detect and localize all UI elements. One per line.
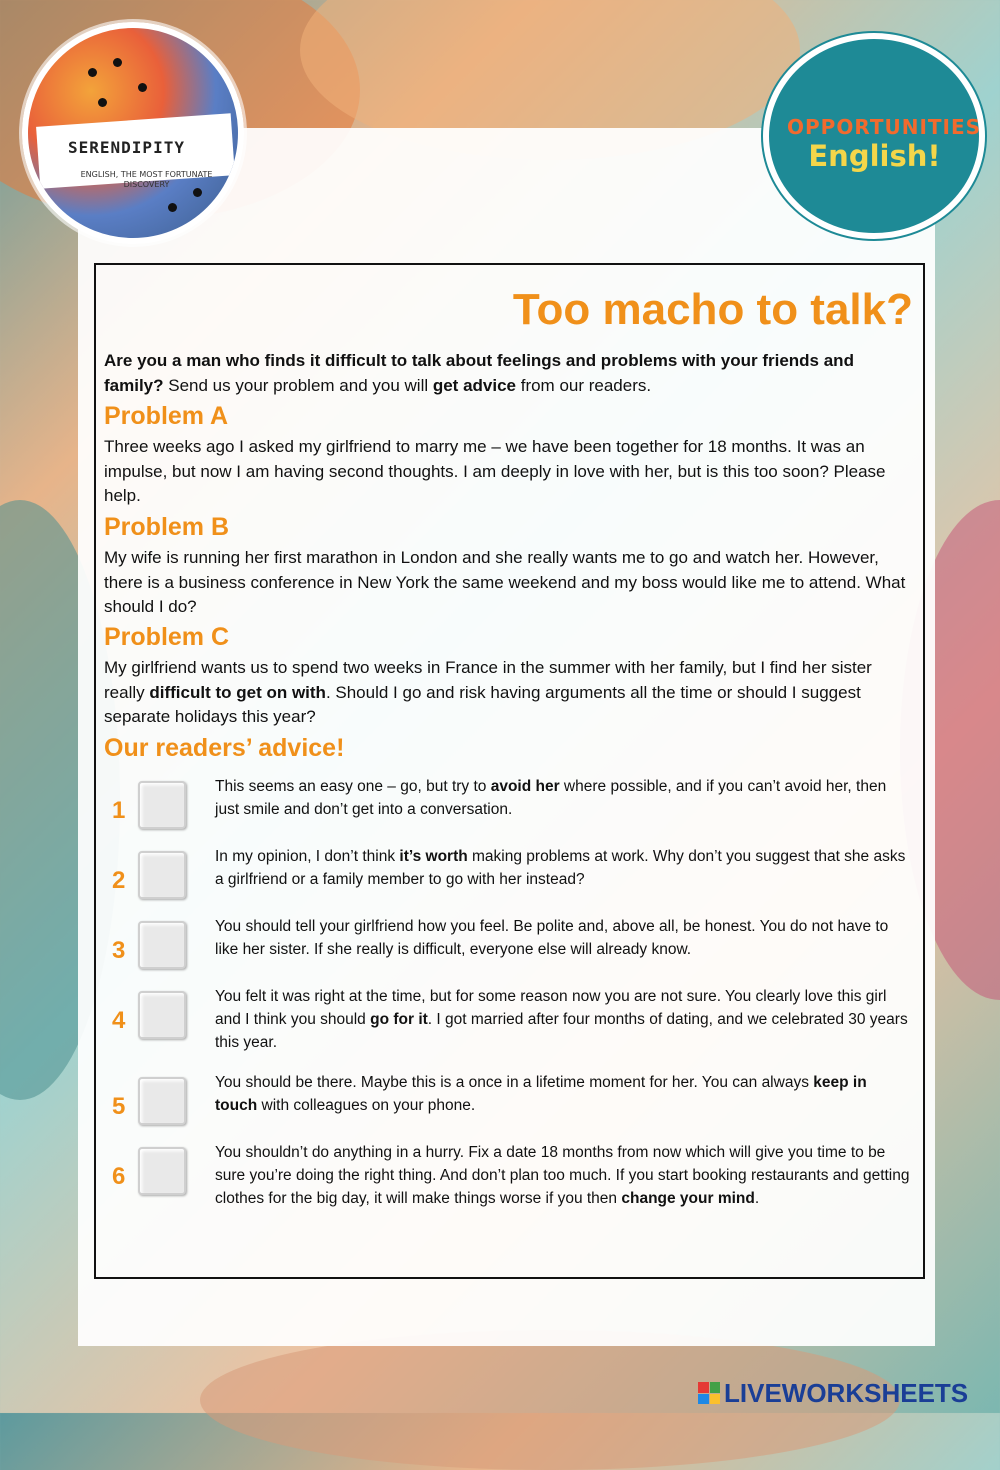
advice-number: 4 <box>112 1007 126 1034</box>
brand-name: LIVEWORKSHEETS <box>724 1377 969 1408</box>
logo-line-1: OPPORTUNITIES <box>787 115 982 139</box>
problem-c-heading: Problem C <box>104 623 230 651</box>
advice-item <box>96 988 923 1055</box>
advice-number: 3 <box>112 937 126 964</box>
problem-b-text: My wife is running her first marathon in London and she really wants me to go and watch her. However, there is a business conference in New York the same weekend and my boss would like me to attend. What should I do? <box>104 548 906 616</box>
page-title: Too macho to talk? <box>512 285 913 334</box>
advice-text: You shouldn’t do anything in a hurry. Fix a date 18 months from now which will give you time to be sure you’re doing the right thing. And don’t plan too much. If you start booking restaurants and getting clothes for the big day, it will make things worse if you then change your mind. <box>215 1144 910 1207</box>
answer-box[interactable] <box>138 1077 186 1125</box>
advice-item <box>96 778 923 845</box>
logo-line-2: English! <box>808 139 941 173</box>
logo-title: SERENDIPITY <box>68 138 185 157</box>
serendipity-logo <box>22 22 244 244</box>
answer-box[interactable] <box>138 851 186 899</box>
advice-number: 5 <box>112 1093 126 1120</box>
advice-heading: Our readers’ advice! <box>104 734 345 762</box>
advice-text: You should be there. Maybe this is a once in a lifetime moment for her. You can always keep in touch with colleagues on your phone. <box>215 1074 867 1114</box>
problem-b-heading: Problem B <box>104 513 230 541</box>
article-box <box>94 263 925 1279</box>
problem-c-text: My girlfriend wants us to spend two weeks in France in the summer with her family, but I find her sister really difficult to get on with. Should I go and risk having arguments all the time or should I suggest separate holidays this year? <box>104 658 872 726</box>
advice-number: 2 <box>112 867 126 894</box>
advice-item <box>96 1144 923 1211</box>
advice-item <box>96 1074 923 1141</box>
answer-box[interactable] <box>138 921 186 969</box>
advice-number: 1 <box>112 797 126 824</box>
advice-item <box>96 918 923 985</box>
advice-text: In my opinion, I don’t think it’s worth making problems at work. Why don’t you suggest that she asks a girlfriend or a family member to go with her instead? <box>215 848 906 888</box>
opportunities-logo <box>763 33 985 239</box>
problem-a-heading: Problem A <box>104 402 229 430</box>
intro-paragraph: Are you a man who finds it difficult to talk about feelings and problems with your friends and family? Send us your problem and you will get advice from our readers. <box>104 351 854 395</box>
advice-number: 6 <box>112 1163 126 1190</box>
answer-box[interactable] <box>138 1147 186 1195</box>
advice-text: This seems an easy one – go, but try to avoid her where possible, and if you can’t avoid her, then just smile and don’t get into a conversation. <box>215 778 887 818</box>
answer-box[interactable] <box>138 781 186 829</box>
advice-item <box>96 848 923 915</box>
answer-box[interactable] <box>138 991 186 1039</box>
liveworksheets-icon <box>698 1382 720 1404</box>
logo-subtitle: ENGLISH, THE MOST FORTUNATE DISCOVERY <box>80 170 213 189</box>
advice-text: You should tell your girlfriend how you feel. Be polite and, above all, be honest. You do not have to like her sister. If she really is difficult, everyone else will already know. <box>215 918 889 958</box>
liveworksheets-brand <box>698 1375 968 1411</box>
advice-text: You felt it was right at the time, but for some reason now you are not sure. You clearly love this girl and I think you should go for it. I got married after four months of dating, and we celebrated 30 years this year. <box>215 988 908 1051</box>
problem-a-text: Three weeks ago I asked my girlfriend to marry me – we have been together for 18 months. It was an impulse, but now I am having second thoughts. I am deeply in love with her, but is this too soon? Please help. <box>104 437 886 505</box>
